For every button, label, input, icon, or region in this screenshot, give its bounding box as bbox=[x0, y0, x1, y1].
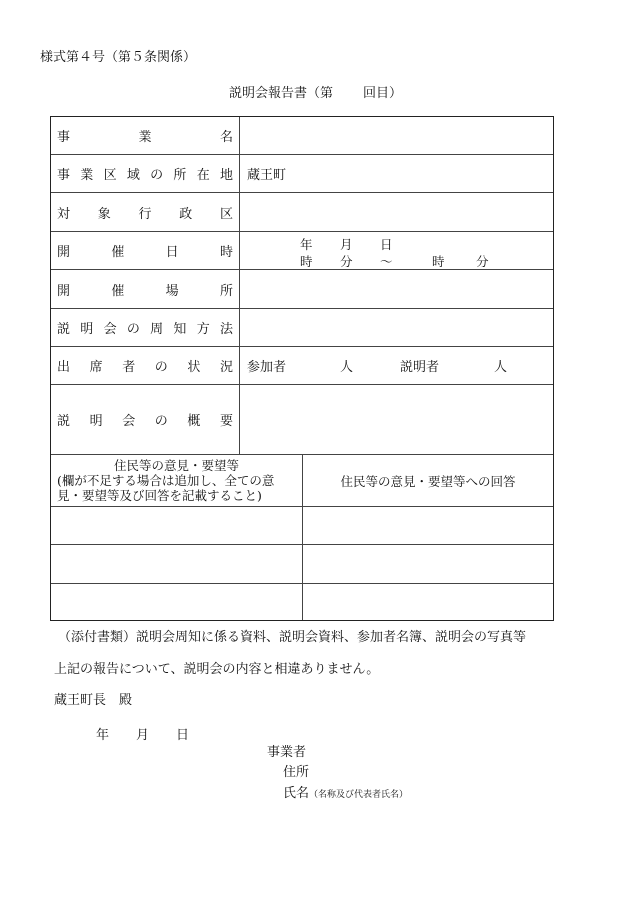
label-char: 事 bbox=[57, 130, 71, 145]
field-attendance[interactable] bbox=[240, 347, 553, 384]
report-table bbox=[50, 116, 554, 621]
label-char: 事 bbox=[57, 168, 71, 183]
row-opinions-header bbox=[51, 455, 553, 507]
dt-hour2: 時 bbox=[432, 254, 445, 269]
dt-hour: 時 bbox=[300, 254, 313, 269]
label-char: 要 bbox=[219, 414, 233, 429]
label-char: 場 bbox=[165, 283, 179, 299]
label-char: 催 bbox=[111, 283, 125, 299]
opinions-header bbox=[51, 455, 303, 506]
field-location[interactable]: 蔵王町 bbox=[247, 168, 287, 183]
label-char: 法 bbox=[219, 322, 233, 337]
label-char: の bbox=[150, 168, 164, 183]
label-char: 時 bbox=[219, 245, 233, 260]
name-label-text: 氏名 bbox=[283, 786, 310, 801]
participants-label: 参加者 bbox=[247, 360, 287, 375]
label-char: 況 bbox=[219, 360, 233, 375]
opinion-entry-row bbox=[51, 584, 553, 620]
responses-header: 住民等の意見・要望等への回答 bbox=[340, 473, 516, 489]
label-char: 在 bbox=[196, 168, 210, 183]
label-char: 者 bbox=[122, 360, 136, 375]
label-venue bbox=[51, 270, 240, 308]
declaration-text: 上記の報告について、説明会の内容と相違ありません。 bbox=[54, 662, 380, 677]
report-title-suffix: 回目） bbox=[363, 86, 403, 101]
label-attendance bbox=[51, 347, 240, 384]
sign-date-day: 日 bbox=[176, 728, 190, 743]
opinion-cell[interactable] bbox=[51, 584, 303, 620]
label-char: 会 bbox=[103, 322, 117, 337]
opinion-cell[interactable] bbox=[51, 507, 303, 544]
presenters-label: 説明者 bbox=[400, 360, 440, 375]
label-char: の bbox=[154, 360, 168, 375]
label-char: 区 bbox=[103, 168, 117, 183]
label-char: 方 bbox=[196, 322, 210, 337]
label-char: 知 bbox=[173, 322, 187, 337]
label-char: 会 bbox=[122, 414, 136, 429]
attachments-note: （添付書類）説明会周知に係る資料、説明会資料、参加者名簿、説明会の写真等 bbox=[58, 630, 527, 645]
label-char: 席 bbox=[89, 360, 103, 375]
presenters-unit: 人 bbox=[494, 360, 508, 375]
row-venue bbox=[51, 270, 553, 309]
label-char: 業 bbox=[138, 130, 152, 145]
label-char: 説 bbox=[57, 322, 71, 337]
row-notification-method bbox=[51, 309, 553, 347]
label-char: 明 bbox=[80, 322, 94, 337]
sign-date-year: 年 bbox=[96, 728, 110, 743]
field-date-time[interactable] bbox=[240, 232, 553, 269]
label-date-time bbox=[51, 232, 240, 269]
label-char: 名 bbox=[219, 130, 233, 145]
label-char: 説 bbox=[57, 414, 71, 429]
label-target-district bbox=[51, 193, 240, 231]
opinion-entry-row bbox=[51, 507, 553, 545]
participants-unit: 人 bbox=[340, 360, 354, 375]
dt-month: 月 bbox=[340, 237, 353, 252]
label-char: 開 bbox=[57, 245, 71, 260]
opinion-cell[interactable] bbox=[51, 545, 303, 583]
field-overview[interactable] bbox=[240, 385, 553, 454]
label-char: 出 bbox=[57, 360, 71, 375]
name-note: （名称及び代表者氏名） bbox=[309, 790, 409, 800]
label-char: 状 bbox=[187, 360, 201, 375]
label-overview bbox=[51, 385, 240, 454]
operator-label: 事業者 bbox=[267, 745, 307, 760]
label-char: 催 bbox=[111, 245, 125, 260]
address-label: 住所 bbox=[283, 765, 310, 780]
label-char: 周 bbox=[150, 322, 164, 337]
row-date-time bbox=[51, 232, 553, 270]
row-target-district bbox=[51, 193, 553, 232]
sign-date-month: 月 bbox=[136, 728, 150, 743]
opinion-entry-row bbox=[51, 545, 553, 584]
response-cell[interactable] bbox=[303, 584, 553, 620]
dt-year: 年 bbox=[300, 237, 313, 252]
label-char: 所 bbox=[219, 283, 233, 299]
row-business-name bbox=[51, 117, 553, 155]
label-char: の bbox=[154, 414, 168, 429]
response-cell[interactable] bbox=[303, 545, 553, 583]
label-char: 所 bbox=[173, 168, 187, 183]
row-attendance bbox=[51, 347, 553, 385]
dt-day: 日 bbox=[380, 237, 393, 252]
label-char: 政 bbox=[179, 206, 193, 222]
opinions-header-line3: 見・要望等及び回答を記載すること) bbox=[57, 488, 262, 503]
field-business-name[interactable] bbox=[240, 117, 553, 154]
form-number: 様式第４号（第５条関係） bbox=[40, 50, 197, 65]
label-char: 区 bbox=[219, 206, 233, 222]
dt-minute2: 分 bbox=[476, 254, 489, 269]
label-char: 業 bbox=[80, 168, 94, 183]
label-char: 日 bbox=[165, 245, 179, 260]
field-notification-method[interactable] bbox=[240, 309, 553, 346]
name-label bbox=[283, 782, 408, 801]
field-venue[interactable] bbox=[240, 270, 553, 308]
report-title bbox=[229, 82, 402, 101]
label-char: 行 bbox=[138, 206, 152, 222]
report-title-prefix: 説明会報告書（第 bbox=[229, 86, 334, 101]
label-char: 対 bbox=[57, 206, 71, 222]
label-location bbox=[51, 155, 240, 192]
label-char: 開 bbox=[57, 283, 71, 299]
dt-tilde: ～ bbox=[380, 254, 393, 269]
label-char: 域 bbox=[126, 168, 140, 183]
label-business-name bbox=[51, 117, 240, 154]
label-char: 明 bbox=[89, 414, 103, 429]
label-char: 象 bbox=[97, 206, 111, 222]
row-location bbox=[51, 155, 553, 193]
label-char: 地 bbox=[219, 168, 233, 183]
recipient: 蔵王町長 殿 bbox=[54, 693, 133, 708]
field-target-district[interactable] bbox=[240, 193, 553, 231]
dt-minute: 分 bbox=[340, 254, 353, 269]
label-char: の bbox=[126, 322, 140, 337]
row-overview bbox=[51, 385, 553, 455]
response-cell[interactable] bbox=[303, 507, 553, 544]
label-notification-method bbox=[51, 309, 240, 346]
opinions-header-line1: 住民等の意見・要望等 bbox=[113, 458, 239, 473]
opinions-header-line2: (欄が不足する場合は追加し、全ての意 bbox=[57, 473, 275, 488]
label-char: 概 bbox=[187, 414, 201, 429]
